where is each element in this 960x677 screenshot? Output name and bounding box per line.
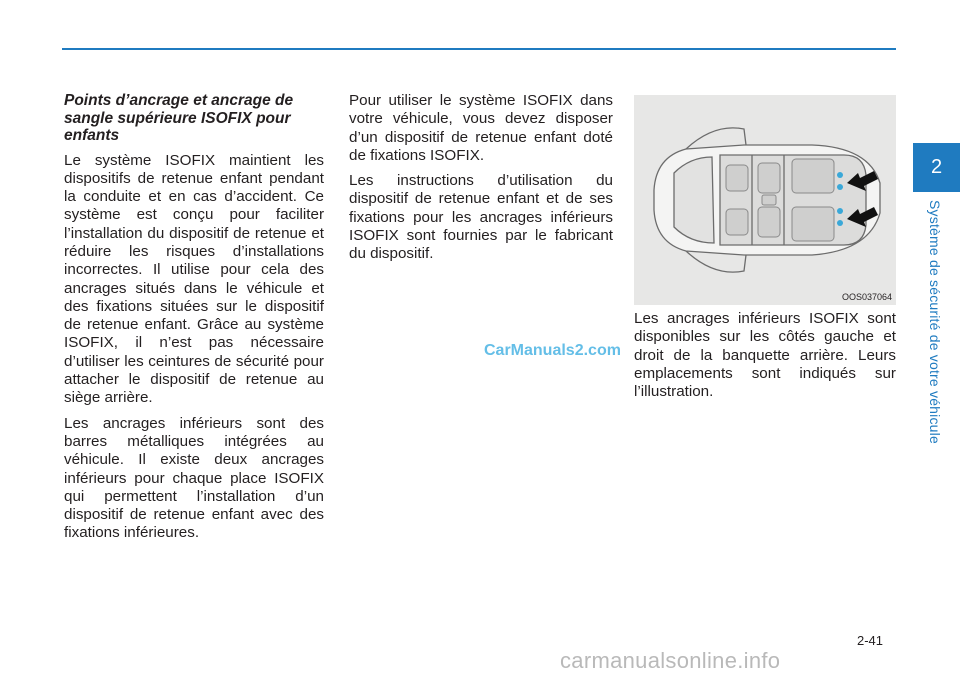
top-rule (62, 48, 896, 50)
chapter-title: Système de sécurité de votre véhicule (927, 200, 943, 444)
chapter-tab: 2 (913, 143, 960, 192)
left-column (64, 92, 324, 550)
carmanuals2-watermark: CarManuals2.com (484, 342, 621, 359)
paragraph-anchor-locations: Les ancrages inférieurs ISOFIX sont disponibles sur les côtés gauche et droit de la banquette arrière. Leurs emplacements sont indiqués sur l’illustration. (634, 310, 896, 401)
right-column (634, 310, 896, 408)
paragraph-isofix-intro: Le système ISOFIX maintient les dispositifs de retenue enfant pendant la conduite et en cas d’accident. Ce système est conçu pour faciliter l’installation du dispositif de retenue et réduire les risques d’installations incorrectes. Il utilise pour cela des ancrages situés dans le véhicule et des fixations situées sur le dispositif de retenue enfant. Grâce au système ISOFIX, il n’est pas nécessaire d’utiliser les ceintures de sécurité pour attacher le dispositif de retenue au siège arrière. (64, 151, 324, 407)
middle-column (349, 92, 613, 271)
footer-watermark: carmanualsonline.info (560, 648, 781, 673)
paragraph-instructions: Les instructions d’utilisation du dispositif de retenue enfant et de ses fixations pour les ancrages inférieurs ISOFIX sont fournies par le fabricant du dispositif. (349, 172, 613, 263)
car-topview-drawing (634, 95, 896, 305)
isofix-illustration (634, 95, 896, 305)
section-heading: Points d’ancrage et ancrage de sangle supérieure ISOFIX pour enfants (64, 92, 294, 144)
paragraph-lower-anchors: Les ancrages inférieurs sont des barres métalliques intégrées au véhicule. Il existe deux ancrages inférieurs pour chaque place ISOFIX qui permettent l’installation d’un dispositif de retenue enfant avec des fixations inférieures. (64, 414, 324, 542)
figure-code: OOS037064 (841, 292, 892, 302)
paragraph-isofix-use: Pour utiliser le système ISOFIX dans votre véhicule, vous devez disposer d’un dispositif de retenue enfant doté de fixations ISOFIX. (349, 92, 613, 164)
page-number: 2-41 (857, 633, 884, 648)
